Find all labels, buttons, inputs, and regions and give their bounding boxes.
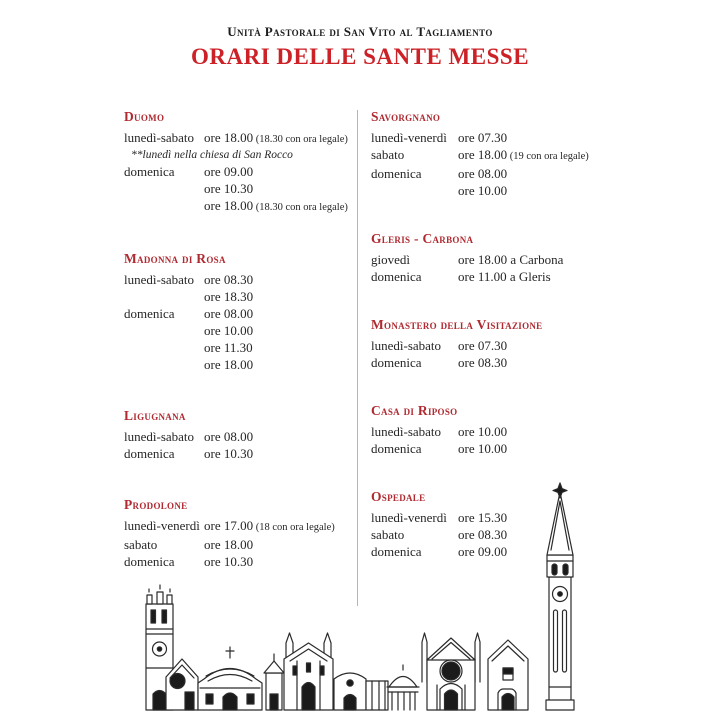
time-value: ore 11.00 a Gleris [458,269,551,284]
day-label [124,288,204,305]
church-section-gleris-carbona [371,232,621,285]
time-value: ore 08.00 [458,166,508,181]
schedule-row [371,268,621,285]
time-value: ore 18.00 (18.30 con ora legale) [204,198,348,213]
time-value: ore 18.00 (18.30 con ora legale) [204,130,348,145]
church-section-ligugnana [124,409,344,462]
day-label: lunedì-sabato [124,272,195,287]
church-curved-gable [198,647,262,710]
church-name: Prodolone [124,497,188,512]
day-label: domenica [371,441,422,456]
schedule-row [124,271,344,288]
time-value: ore 08.00 [204,306,254,321]
schedule-row [124,129,348,148]
time-value: ore 07.30 [458,130,508,145]
low-church [334,673,366,710]
page-header [0,0,720,70]
day-label [124,356,204,373]
church-name: Ospedale [371,489,426,504]
pastoral-unit-subtitle: Unità Pastorale di San Vito al Tagliamento [227,24,493,39]
time-value: ore 08.00 [204,429,254,444]
schedule-row [371,440,621,457]
church-section-savorgnano [371,110,621,199]
schedule-row [124,322,344,339]
day-label: sabato [124,537,158,552]
day-label: domenica [124,554,175,569]
time-value: ore 10.00 [458,441,508,456]
day-label: giovedì [371,252,410,267]
time-value: ore 10.00 [458,424,508,439]
page-title: ORARI DELLE SANTE MESSE [190,44,530,69]
day-label: lunedì-sabato [124,429,195,444]
time-value: ore 10.30 [204,181,254,196]
time-value: ore 08.30 [204,272,254,287]
time-value: ore 18.00 [204,537,254,552]
time-note: (18.30 con ora legale) [253,202,348,213]
town-skyline-illustration [100,482,620,720]
day-label [124,197,204,216]
church-name: Ligugnana [124,408,186,423]
time-value: ore 09.00 [458,544,508,559]
church-name: Savorgnano [371,109,441,124]
schedule-row [371,165,621,182]
time-value: ore 18.00 a Carbona [458,252,564,267]
day-label [371,182,458,199]
small-chapel-spire [264,654,284,710]
day-label: lunedì-sabato [371,424,442,439]
time-value: ore 10.30 [204,446,254,461]
day-label: lunedì-venerdì [124,518,200,533]
time-value: ore 08.30 [458,527,508,542]
schedule-row [124,445,344,462]
day-label: domenica [371,544,422,559]
church-name: Duomo [124,109,165,124]
schedule-row [124,428,344,445]
church-name: Casa di Riposo [371,403,458,418]
schedule-row [371,354,621,371]
church-name: Madonna di Rosa [124,251,226,266]
time-value: ore 07.30 [458,338,508,353]
time-value: ore 11.30 [204,340,253,355]
day-label: sabato [371,147,405,162]
schedule-row [371,423,621,440]
schedule-row [124,197,348,216]
day-label: lunedì-sabato [124,130,195,145]
day-label [124,180,204,197]
day-label: domenica [371,269,422,284]
day-label: domenica [371,166,422,181]
time-value: ore 09.00 [204,164,254,179]
day-label: domenica [124,446,175,461]
time-value: ore 18.00 [204,357,254,372]
schedule-row [371,337,621,354]
time-value: ore 10.00 [458,183,508,198]
rotunda-temple [387,665,419,710]
gothic-facade-pinnacles [284,633,333,710]
schedule-row [371,251,621,268]
schedule-row [371,182,621,199]
church-pediment-rose [422,633,480,710]
day-label: lunedì-venerdì [371,130,447,145]
schedule-row [124,288,344,305]
schedule-row [124,356,344,373]
schedule-row [371,146,621,165]
time-value: ore 18.30 [204,289,254,304]
time-note: (19 con ora legale) [507,151,589,162]
church-section-duomo [124,109,348,216]
day-label: domenica [371,355,422,370]
church-section-monastero-della-visitazione [371,318,621,371]
day-label: domenica [124,306,175,321]
day-label: sabato [371,527,405,542]
time-note: (18.30 con ora legale) [253,134,348,145]
schedule-row [371,129,621,146]
schedule-footnote: **lunedì nella chiesa di San Rocco [131,149,293,161]
schedule-row [124,305,344,322]
time-value: ore 10.30 [204,554,254,569]
church-section-madonna-di-rosa [124,252,344,373]
day-label: lunedì-sabato [371,338,442,353]
pilastered-wall [366,681,388,710]
campanile-bell-tower [546,483,574,710]
church-name: Monastero della Visitazione [371,317,543,332]
plain-gabled-church [488,640,528,710]
time-value: ore 15.30 [458,510,508,525]
schedule-row [124,163,344,180]
time-value: ore 17.00 (18 con ora legale) [204,518,335,533]
day-label: domenica [124,164,175,179]
time-note: (18 con ora legale) [253,522,335,533]
church-name: Gleris - Carbona [371,231,474,246]
time-value: ore 10.00 [204,323,254,338]
schedule-row [124,339,344,356]
time-value: ore 18.00 (19 con ora legale) [458,147,589,162]
day-label [124,322,204,339]
schedule-row [124,180,344,197]
church-section-casa-di-riposo [371,404,621,457]
day-label: lunedì-venerdì [371,510,447,525]
day-label [124,339,204,356]
time-value: ore 08.30 [458,355,508,370]
